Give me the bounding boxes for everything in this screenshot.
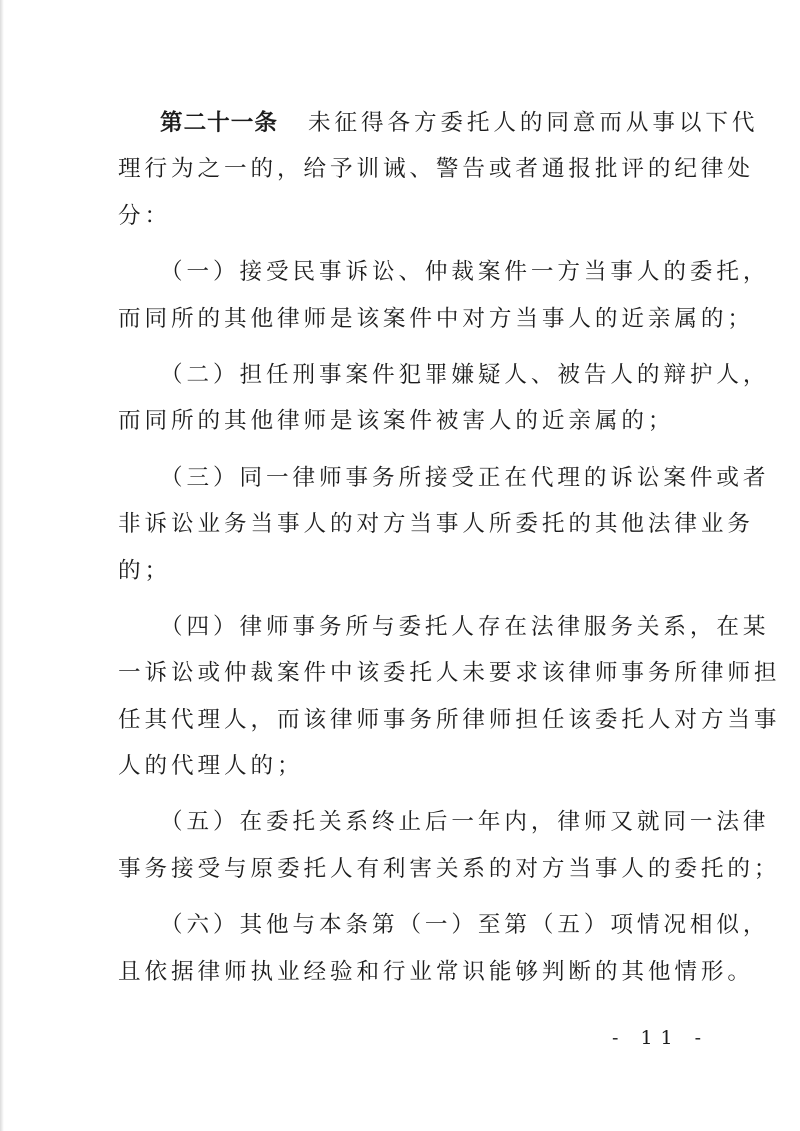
page-number: - 11 - bbox=[612, 1027, 710, 1049]
item-3-line: （三）同一律师事务所接受正在代理的诉讼案件或者 bbox=[160, 464, 770, 491]
article-text: 分： bbox=[118, 202, 171, 229]
paragraph-gap bbox=[118, 445, 678, 455]
article-text: 未征得各方委托人的同意而从事以下代 bbox=[307, 110, 759, 136]
item-5-line: （五）在委托关系终止后一年内，律师又就同一法律 bbox=[160, 809, 770, 836]
article-text: 理行为之一的，给予训诫、警告或者通报批评的纪律处 bbox=[118, 156, 754, 183]
paragraph-gap bbox=[118, 789, 678, 799]
item-4-line: 任其代理人，而该律师事务所律师担任该委托人对方当事 bbox=[118, 706, 781, 733]
item-6-line: （六）其他与本条第（一）至第（五）项情况相似， bbox=[160, 912, 770, 939]
item-2-line: （二）担任刑事案件犯罪嫌疑人、被告人的辩护人， bbox=[160, 361, 770, 388]
item-5-line: 事务接受与原委托人有利害关系的对方当事人的委托的； bbox=[118, 855, 781, 882]
paragraph-gap bbox=[118, 594, 678, 604]
document-body bbox=[118, 100, 781, 995]
item-1-line: 而同所的其他律师是该案件中对方当事人的近亲属的； bbox=[118, 305, 754, 332]
paragraph-gap bbox=[118, 342, 678, 352]
paragraph-gap bbox=[118, 892, 678, 902]
item-3-line: 非诉讼业务当事人的对方当事人所委托的其他法律业务 bbox=[118, 511, 754, 538]
item-4-line: 人的代理人的； bbox=[118, 753, 304, 780]
item-1-line: （一）接受民事诉讼、仲裁案件一方当事人的委托， bbox=[160, 259, 770, 286]
item-2-line: 而同所的其他律师是该案件被害人的近亲属的； bbox=[118, 408, 675, 435]
article-first-line bbox=[118, 100, 759, 146]
paragraph-gap bbox=[118, 239, 678, 249]
article-title: 第二十一条 bbox=[160, 110, 278, 136]
item-4-line: 一诉讼或仲裁案件中该委托人未要求该律师事务所律师担 bbox=[118, 660, 781, 687]
item-4-line: （四）律师事务所与委托人存在法律服务关系，在某 bbox=[160, 613, 770, 640]
item-6-line: 且依据律师执业经验和行业常识能够判断的其他情形。 bbox=[118, 958, 754, 985]
item-3-line: 的； bbox=[118, 557, 171, 584]
scan-edge bbox=[0, 0, 4, 1131]
